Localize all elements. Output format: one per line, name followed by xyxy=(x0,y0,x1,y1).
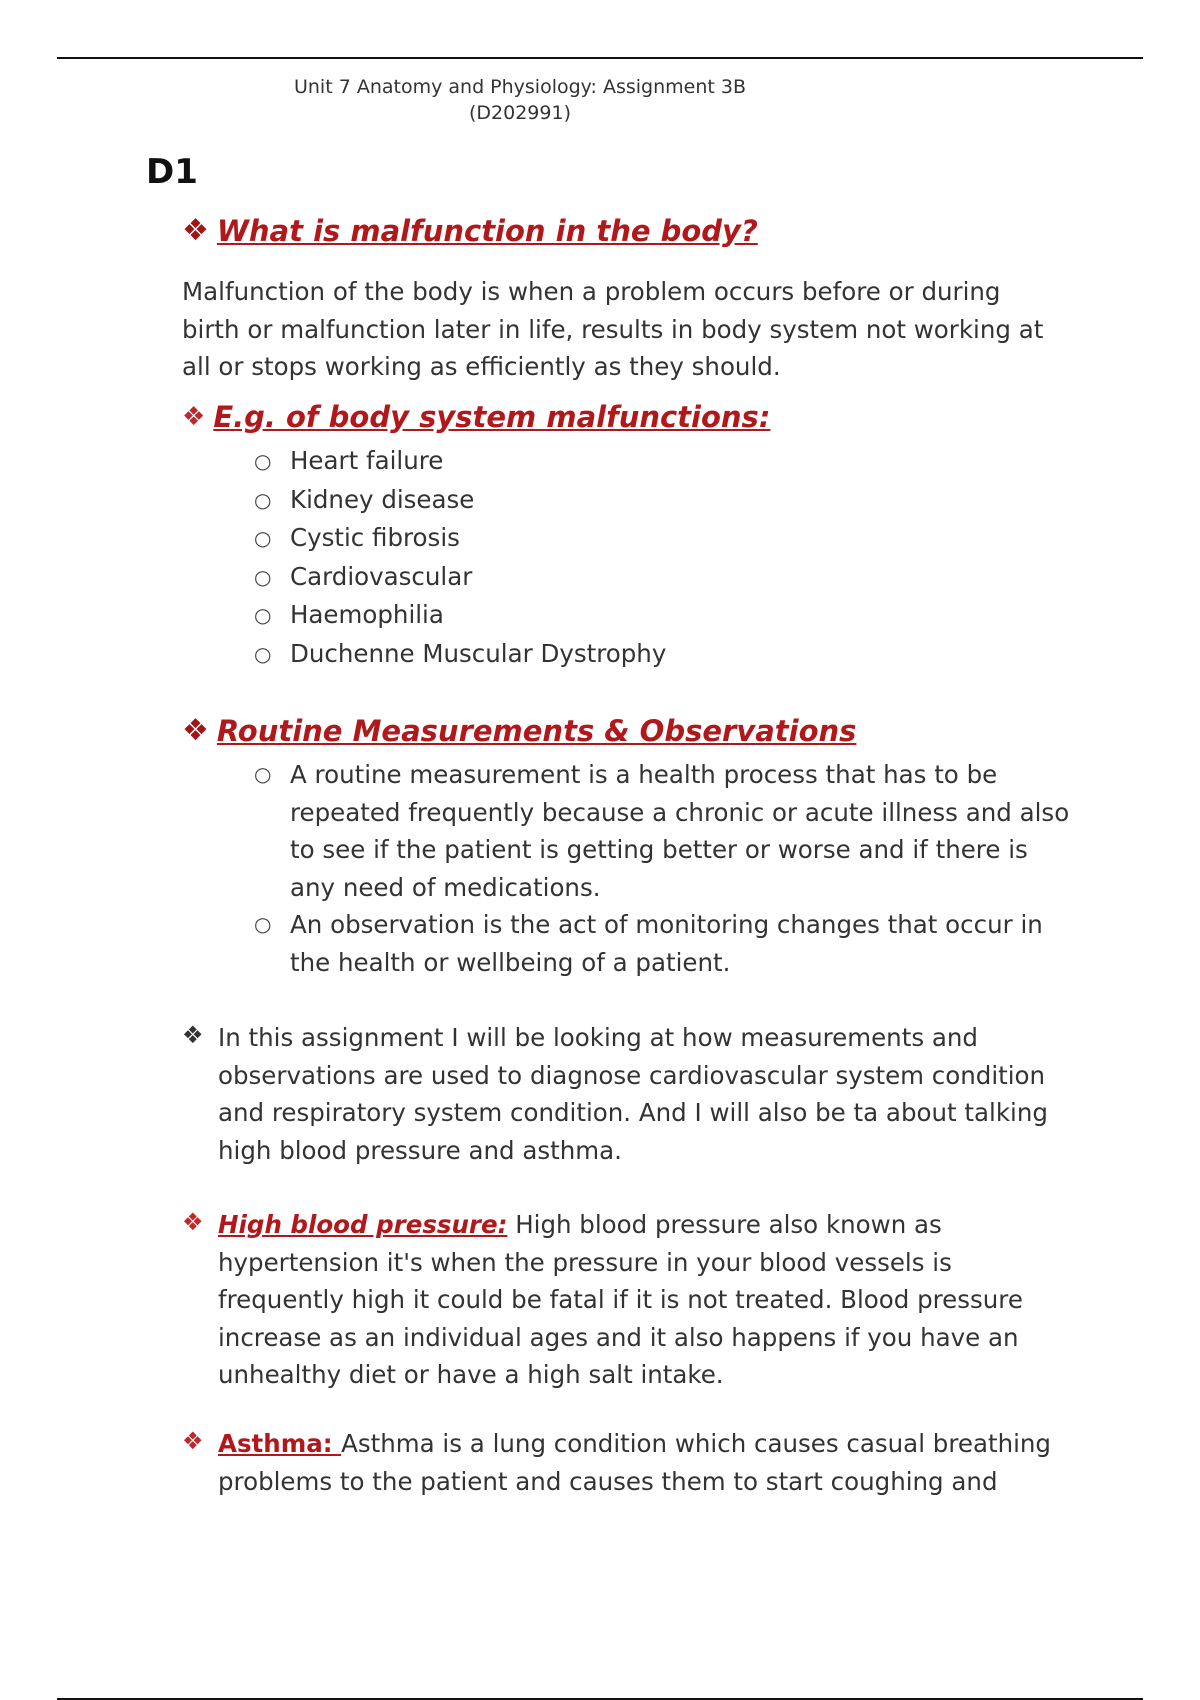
section-title-examples xyxy=(182,400,770,434)
assignment-note-text: In this assignment I will be looking at how measurements and observations are used to diagnose cardiovascular system condition and respiratory system condition. And I will also be ta about talking high blood pressure and asthma. xyxy=(218,1023,1048,1165)
top-rule xyxy=(57,57,1143,59)
malfunction-paragraph: Malfunction of the body is when a problem occurs before or during birth or malfunction later in life, results in body system not working at all or stops working as efficiently as they should. xyxy=(182,277,1044,381)
title-text: Routine Measurements & Observations xyxy=(216,713,857,748)
section-heading-d1: D1 xyxy=(146,152,198,192)
hollow-circle-icon: ○ xyxy=(254,762,272,786)
hollow-circle-icon: ○ xyxy=(254,912,272,936)
section-title-routine xyxy=(182,713,856,748)
list-item: ○ Duchenne Muscular Dystrophy xyxy=(254,635,1054,674)
section-title-malfunction xyxy=(182,213,758,248)
list-item: ○ Kidney disease xyxy=(254,481,1054,520)
list-item: ○ A routine measurement is a health process that has to be repeated frequently because a chronic or acute illness and also to see if the patient is getting better or worse and if there is any need of medications. xyxy=(254,756,1074,906)
asthma-text: Asthma is a lung condition which causes casual breathing problems to the patient and causes them to start coughing and xyxy=(218,1429,1051,1496)
hollow-circle-icon: ○ xyxy=(254,564,272,589)
malfunction-examples-list xyxy=(254,442,1054,673)
asthma-label: Asthma: xyxy=(218,1429,342,1458)
document-header xyxy=(180,74,860,126)
routine-list xyxy=(254,756,1074,981)
list-item: ○ Haemophilia xyxy=(254,596,1054,635)
title-text: E.g. of body system malfunctions: xyxy=(213,400,771,434)
diamond-four-icon: ❖ xyxy=(182,1208,204,1236)
header-id: (D202991) xyxy=(469,102,571,124)
diamond-four-icon: ❖ xyxy=(182,402,206,432)
high-blood-pressure-text: High blood pressure also known as hypertension it's when the pressure in your blood vessels is frequently high it could be fatal if it is not treated. Blood pressure increase as an individual ages and it also happens if you have an unhealthy diet or have a high salt intake. xyxy=(218,1210,1023,1389)
diamond-four-icon: ❖ xyxy=(182,713,209,748)
diamond-four-icon: ❖ xyxy=(182,1427,204,1455)
asthma-item xyxy=(182,1425,1062,1500)
header-title: Unit 7 Anatomy and Physiology: Assignment 3B xyxy=(293,76,747,98)
diamond-four-icon: ❖ xyxy=(182,213,209,248)
assignment-note xyxy=(182,1019,1062,1169)
asthma-body xyxy=(218,1425,1062,1500)
hollow-circle-icon: ○ xyxy=(254,449,272,473)
hollow-circle-icon: ○ xyxy=(254,603,272,627)
diamond-four-icon: ❖ xyxy=(182,1021,204,1049)
high-blood-pressure-item xyxy=(182,1206,1062,1394)
list-item: ○ An observation is the act of monitoring changes that occur in the health or wellbeing of a patient. xyxy=(254,906,1074,981)
high-blood-pressure-label: High blood pressure: xyxy=(218,1210,508,1239)
list-item: ○ Cardiovascular xyxy=(254,558,1054,597)
list-item: ○ Heart failure xyxy=(254,442,1054,481)
high-blood-pressure-body xyxy=(218,1206,1062,1394)
hollow-circle-icon: ○ xyxy=(254,641,272,666)
list-item: ○ Cystic fibrosis xyxy=(254,519,1054,558)
hollow-circle-icon: ○ xyxy=(254,526,272,550)
title-text: What is malfunction in the body? xyxy=(216,213,758,248)
hollow-circle-icon: ○ xyxy=(254,487,272,512)
